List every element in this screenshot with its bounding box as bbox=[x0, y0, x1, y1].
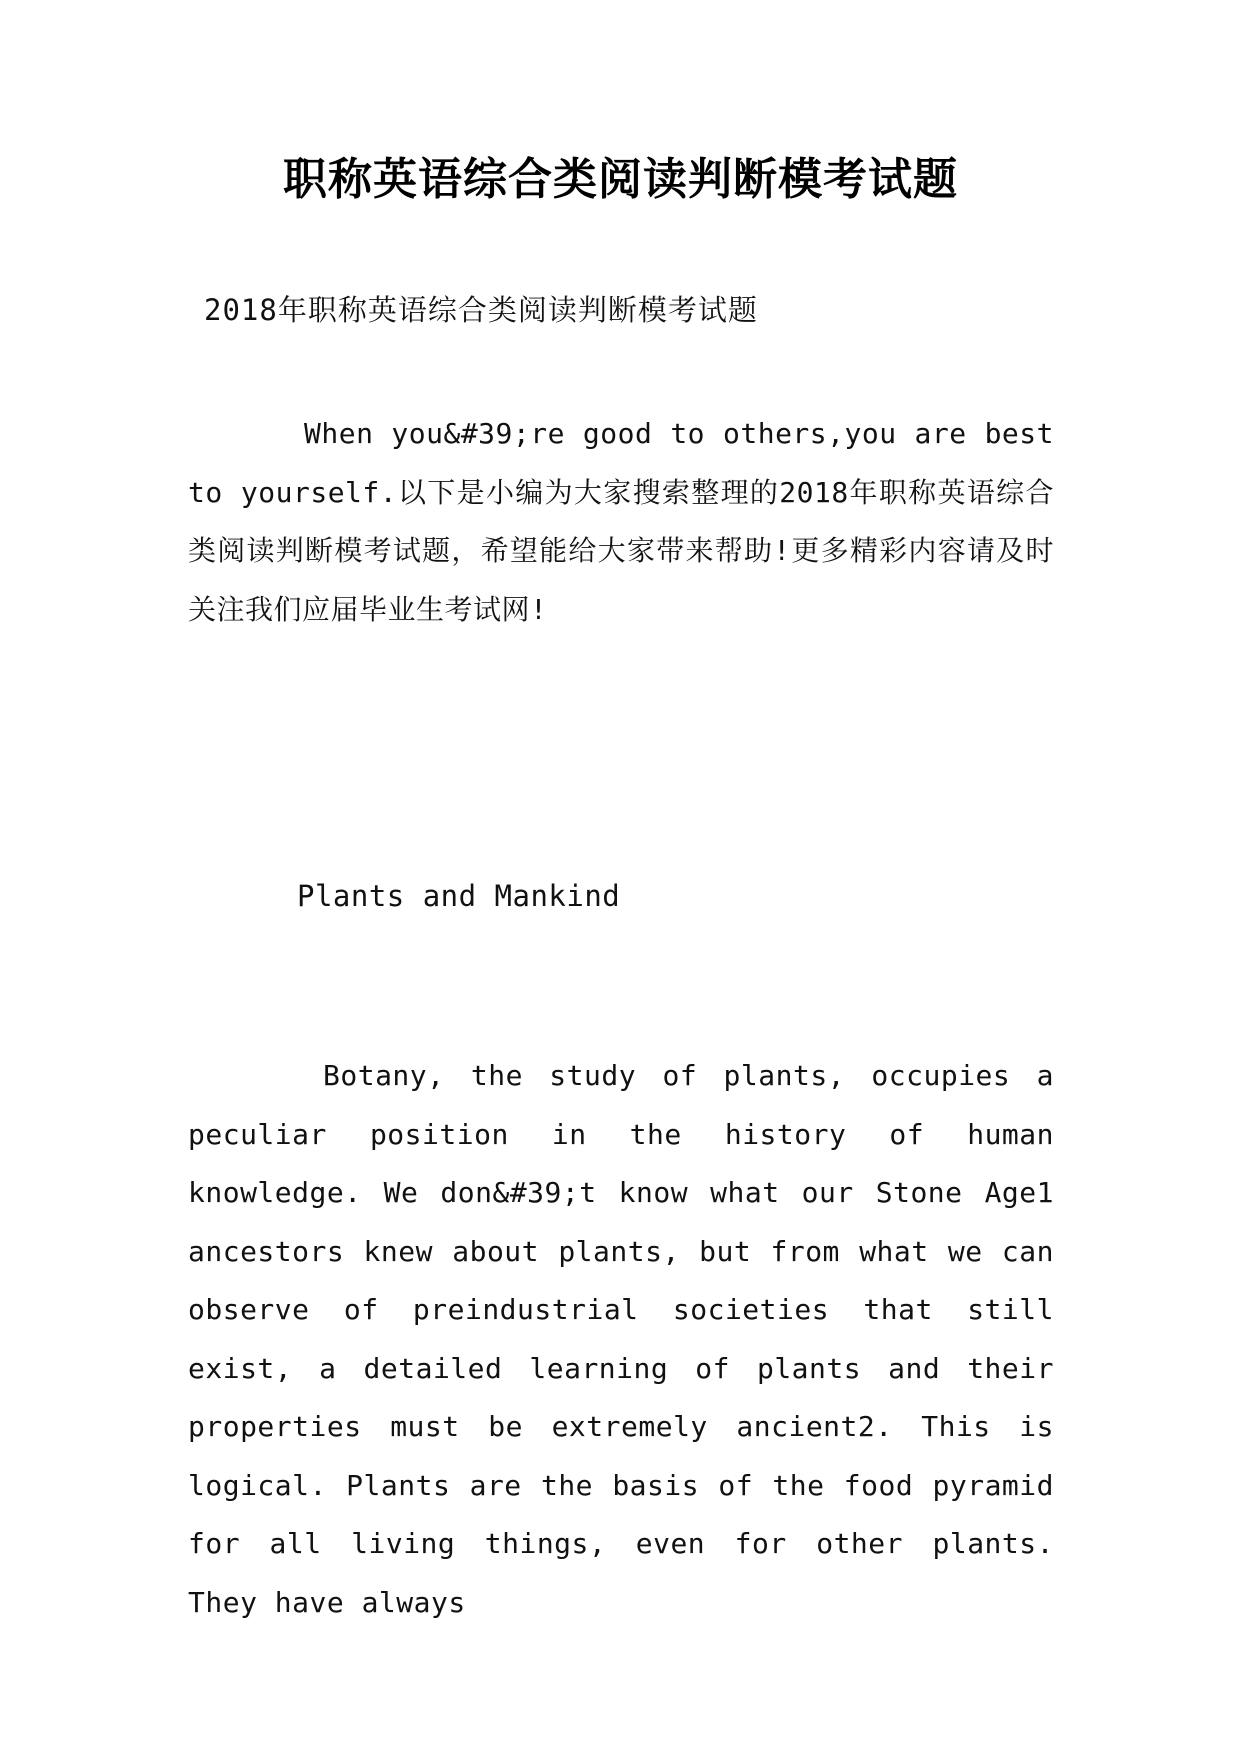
intro-paragraph: When you&#39;re good to others,you are best to yourself.以下是小编为大家搜索整理的2018年职称英语综合类阅读判断模考试题，希望能给大家带来帮助!更多精彩内容请及时关注我们应届毕业生考试网! bbox=[188, 417, 1054, 626]
section-heading: Plants and Mankind bbox=[297, 879, 621, 913]
document-title: 职称英语综合类阅读判断模考试题 bbox=[283, 154, 958, 205]
body-paragraph: Botany, the study of plants, occupies a peculiar position in the history of human knowledge. We don&#39;t know what our Stone Age1 ancestors knew about plants, but from what we can observe of preindustrial societies that still exist, a detailed learning of plants and their properties must be extremely ancient2. This is logical. Plants are the basis of the food pyramid for all living things, even for other plants. They have always bbox=[188, 1059, 1054, 1619]
document-subtitle: 2018年职称英语综合类阅读判断模考试题 bbox=[204, 293, 758, 327]
